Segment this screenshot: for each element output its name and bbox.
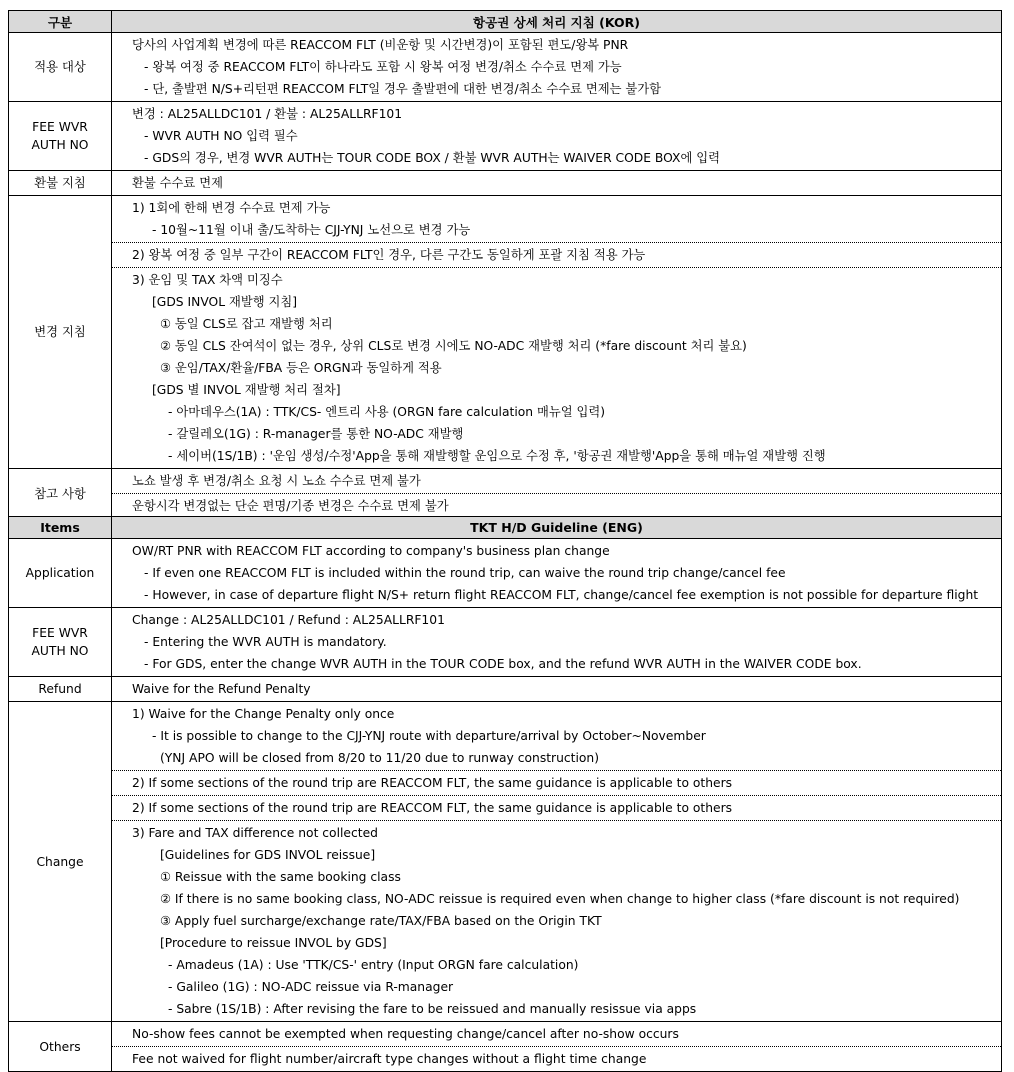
row-application <box>9 33 1002 102</box>
text-line: 노쇼 발생 후 변경/취소 요청 시 노쇼 수수료 면제 불가 <box>132 474 421 488</box>
row-label: 적용 대상 <box>9 33 112 102</box>
text-line: - 세이버(1S/1B) : '운임 생성/수정'App을 통해 재발행할 운임으로 수정 후, '항공권 재발행'App을 통해 매뉴얼 재발행 진행 <box>168 449 826 463</box>
text-line: (YNJ APO will be closed from 8/20 to 11/20 due to runway construction) <box>160 751 600 765</box>
header-row <box>9 517 1002 539</box>
row-label <box>9 608 112 677</box>
text-line: ③ Apply fuel surcharge/exchange rate/TAX/FBA based on the Origin TKT <box>160 914 602 928</box>
row-fee-wvr <box>9 102 1002 171</box>
row-others-sub <box>9 1047 1002 1072</box>
text-line: - Amadeus (1A) : Use 'TTK/CS-' entry (Input ORGN fare calculation) <box>168 958 579 972</box>
row-label <box>9 102 112 171</box>
text-line: No-show fees cannot be exempted when requesting change/cancel after no-show occurs <box>132 1027 679 1041</box>
row-fee-wvr <box>9 608 1002 677</box>
row-label-line: AUTH NO <box>31 644 89 658</box>
text-line: ② If there is no same booking class, NO-ADC reissue is required even when change to higher class (*fare discount is not required) <box>160 892 960 906</box>
guideline-table-kor <box>8 10 1002 519</box>
row-change-sub <box>9 821 1002 1022</box>
row-content <box>112 677 1002 702</box>
text-line: [Procedure to reissue INVOL by GDS] <box>160 936 387 950</box>
text-line: - WVR AUTH NO 입력 필수 <box>144 129 298 143</box>
text-line: - GDS의 경우, 변경 WVR AUTH는 TOUR CODE BOX / 환불 WVR AUTH는 WAIVER CODE BOX에 입력 <box>144 151 721 165</box>
text-line: - It is possible to change to the CJJ-YNJ route with departure/arrival by October~November <box>152 729 706 743</box>
row-change <box>9 196 1002 243</box>
column-header-items: Items <box>9 517 112 539</box>
text-line: [Guidelines for GDS INVOL reissue] <box>160 848 376 862</box>
text-line: [GDS 별 INVOL 재발행 처리 절차] <box>152 383 341 397</box>
text-line: - Galileo (1G) : NO-ADC reissue via R-manager <box>168 980 454 994</box>
row-notes <box>9 469 1002 494</box>
text-line: ① Reissue with the same booking class <box>160 870 401 884</box>
guideline-table-eng <box>8 516 1002 1072</box>
row-refund <box>9 677 1002 702</box>
row-label: Refund <box>9 677 112 702</box>
row-content <box>112 539 1002 608</box>
column-header-guideline: 항공권 상세 처리 지침 (KOR) <box>112 11 1002 33</box>
text-line: ① 동일 CLS로 잡고 재발행 처리 <box>160 317 333 331</box>
row-content <box>112 494 1002 519</box>
row-label: Others <box>9 1022 112 1072</box>
text-line: Change : AL25ALLDC101 / Refund : AL25ALLRF101 <box>132 613 445 627</box>
row-change-sub <box>9 771 1002 796</box>
text-line: - 왕복 여정 중 REACCOM FLT이 하나라도 포함 시 왕복 여정 변경/취소 수수료 면제 가능 <box>144 60 622 74</box>
text-line: OW/RT PNR with REACCOM FLT according to company's business plan change <box>132 544 610 558</box>
text-line: - 10월~11월 이내 출/도착하는 CJJ-YNJ 노선으로 변경 가능 <box>152 223 471 237</box>
text-line: 2) If some sections of the round trip are REACCOM FLT, the same guidance is applicable to others <box>132 801 733 815</box>
text-line: 1) Waive for the Change Penalty only once <box>132 707 395 721</box>
row-content <box>112 196 1002 243</box>
text-line: 변경 : AL25ALLDC101 / 환불 : AL25ALLRF101 <box>132 107 403 121</box>
row-label-line: AUTH NO <box>31 138 89 152</box>
row-content <box>112 608 1002 677</box>
text-line: - For GDS, enter the change WVR AUTH in the TOUR CODE box, and the refund WVR AUTH in the WAIVER CODE box. <box>144 657 862 671</box>
row-label: 참고 사항 <box>9 469 112 519</box>
text-line: ② 동일 CLS 잔여석이 없는 경우, 상위 CLS로 변경 시에도 NO-ADC 재발행 처리 (*fare discount 처리 불요) <box>160 339 747 353</box>
text-line: 당사의 사업계획 변경에 따른 REACCOM FLT (비운항 및 시간변경)이 포함된 편도/왕복 PNR <box>132 38 629 52</box>
row-label-line: FEE WVR <box>32 120 88 134</box>
row-content <box>112 702 1002 771</box>
row-content <box>112 102 1002 171</box>
text-line: - If even one REACCOM FLT is included within the round trip, can waive the round trip change/cancel fee <box>144 566 786 580</box>
text-line: 3) Fare and TAX difference not collected <box>132 826 378 840</box>
text-line: - 아마데우스(1A) : TTK/CS- 엔트리 사용 (ORGN fare calculation 매뉴얼 입력) <box>168 405 606 419</box>
row-content <box>112 796 1002 821</box>
text-line: 환불 수수료 면제 <box>132 176 223 190</box>
row-others <box>9 1022 1002 1047</box>
text-line: 2) If some sections of the round trip are REACCOM FLT, the same guidance is applicable to others <box>132 776 733 790</box>
row-application <box>9 539 1002 608</box>
text-line: 1) 1회에 한해 변경 수수료 면제 가능 <box>132 201 331 215</box>
text-line: [GDS INVOL 재발행 지침] <box>152 295 298 309</box>
row-change-sub <box>9 243 1002 268</box>
text-line: - 단, 출발편 N/S+리턴편 REACCOM FLT일 경우 출발편에 대한 변경/취소 수수료 면제는 불가함 <box>144 82 662 96</box>
row-content <box>112 821 1002 1022</box>
row-label: 환불 지침 <box>9 171 112 196</box>
row-change <box>9 702 1002 771</box>
row-label: Application <box>9 539 112 608</box>
row-content <box>112 33 1002 102</box>
row-content <box>112 1047 1002 1072</box>
row-change-sub <box>9 796 1002 821</box>
row-label: Change <box>9 702 112 1022</box>
column-header-category: 구분 <box>9 11 112 33</box>
text-line: 2) 왕복 여정 중 일부 구간이 REACCOM FLT인 경우, 다른 구간도 동일하게 포괄 지침 적용 가능 <box>132 248 646 262</box>
text-line: - Entering the WVR AUTH is mandatory. <box>144 635 387 649</box>
row-label: 변경 지침 <box>9 196 112 469</box>
row-label-line: FEE WVR <box>32 626 88 640</box>
text-line: 3) 운임 및 TAX 차액 미징수 <box>132 273 283 287</box>
row-content <box>112 1022 1002 1047</box>
row-content <box>112 268 1002 469</box>
row-content <box>112 243 1002 268</box>
header-row <box>9 11 1002 33</box>
text-line: Waive for the Refund Penalty <box>132 682 311 696</box>
row-notes-sub <box>9 494 1002 519</box>
text-line: 운항시각 변경없는 단순 편명/기종 변경은 수수료 면제 불가 <box>132 499 449 513</box>
text-line: Fee not waived for flight number/aircraft type changes without a flight time change <box>132 1052 647 1066</box>
row-refund <box>9 171 1002 196</box>
text-line: - 갈릴레오(1G) : R-manager를 통한 NO-ADC 재발행 <box>168 427 464 441</box>
text-line: ③ 운임/TAX/환율/FBA 등은 ORGN과 동일하게 적용 <box>160 361 442 375</box>
row-content <box>112 771 1002 796</box>
text-line: - However, in case of departure flight N/S+ return flight REACCOM FLT, change/cancel fee exemption is not possible for departure flight <box>144 588 979 602</box>
row-change-sub <box>9 268 1002 469</box>
column-header-guideline: TKT H/D Guideline (ENG) <box>112 517 1002 539</box>
text-line: - Sabre (1S/1B) : After revising the fare to be reissued and manually resissue via apps <box>168 1002 697 1016</box>
row-content <box>112 469 1002 494</box>
row-content <box>112 171 1002 196</box>
